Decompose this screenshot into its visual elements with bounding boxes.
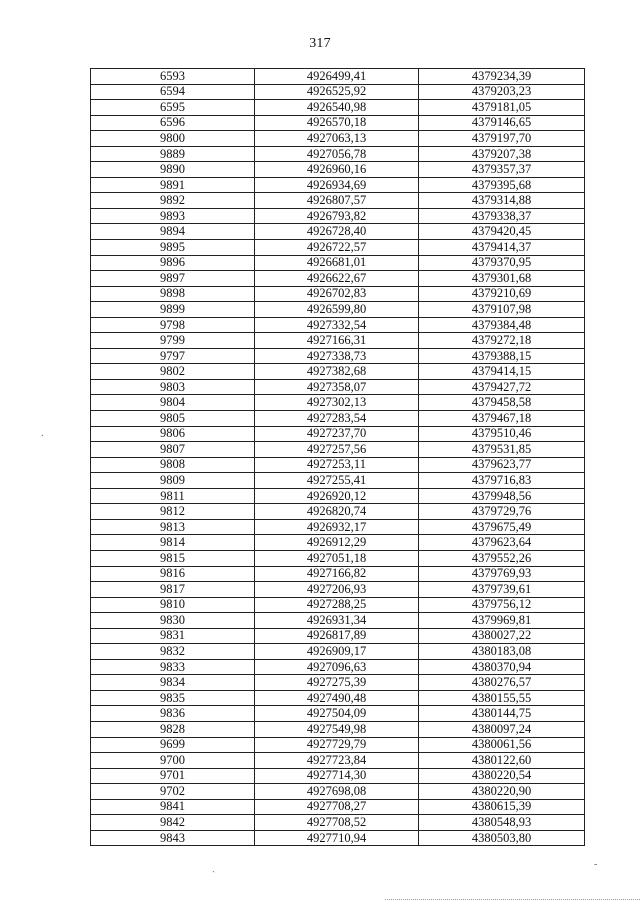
point-number-cell: 9701 bbox=[91, 768, 255, 784]
table-row bbox=[91, 115, 585, 131]
table-row bbox=[91, 535, 585, 551]
table-row bbox=[91, 442, 585, 458]
table-row bbox=[91, 255, 585, 271]
point-number-cell: 9892 bbox=[91, 193, 255, 209]
table-row bbox=[91, 519, 585, 535]
footer-dotted-line bbox=[385, 899, 640, 900]
y-coordinate-cell: 4379510,46 bbox=[419, 426, 585, 442]
y-coordinate-cell: 4379207,38 bbox=[419, 146, 585, 162]
x-coordinate-cell: 4927382,68 bbox=[255, 364, 419, 380]
x-coordinate-cell: 4926931,34 bbox=[255, 613, 419, 629]
table-row bbox=[91, 597, 585, 613]
point-number-cell: 9817 bbox=[91, 582, 255, 598]
x-coordinate-cell: 4927257,56 bbox=[255, 442, 419, 458]
table-row bbox=[91, 333, 585, 349]
point-number-cell: 9813 bbox=[91, 519, 255, 535]
y-coordinate-cell: 4379338,37 bbox=[419, 208, 585, 224]
point-number-cell: 9891 bbox=[91, 177, 255, 193]
y-coordinate-cell: 4379107,98 bbox=[419, 302, 585, 318]
point-number-cell: 9893 bbox=[91, 208, 255, 224]
point-number-cell: 6593 bbox=[91, 69, 255, 85]
y-coordinate-cell: 4380144,75 bbox=[419, 706, 585, 722]
point-number-cell: 9835 bbox=[91, 690, 255, 706]
x-coordinate-cell: 4927358,07 bbox=[255, 379, 419, 395]
point-number-cell: 9896 bbox=[91, 255, 255, 271]
table-row bbox=[91, 426, 585, 442]
y-coordinate-cell: 4379458,58 bbox=[419, 395, 585, 411]
point-number-cell: 6594 bbox=[91, 84, 255, 100]
y-coordinate-cell: 4380155,55 bbox=[419, 690, 585, 706]
x-coordinate-cell: 4927549,98 bbox=[255, 721, 419, 737]
x-coordinate-cell: 4926622,67 bbox=[255, 271, 419, 287]
table-row bbox=[91, 193, 585, 209]
point-number-cell: 9798 bbox=[91, 317, 255, 333]
coordinates-table-body bbox=[91, 69, 585, 846]
x-coordinate-cell: 4926540,98 bbox=[255, 100, 419, 116]
x-coordinate-cell: 4927710,94 bbox=[255, 830, 419, 846]
point-number-cell: 9810 bbox=[91, 597, 255, 613]
y-coordinate-cell: 4380370,94 bbox=[419, 659, 585, 675]
point-number-cell: 9802 bbox=[91, 364, 255, 380]
y-coordinate-cell: 4380220,54 bbox=[419, 768, 585, 784]
table-row bbox=[91, 146, 585, 162]
table-row bbox=[91, 457, 585, 473]
y-coordinate-cell: 4379467,18 bbox=[419, 411, 585, 427]
point-number-cell: 9808 bbox=[91, 457, 255, 473]
point-number-cell: 9834 bbox=[91, 675, 255, 691]
x-coordinate-cell: 4927096,63 bbox=[255, 659, 419, 675]
table-row bbox=[91, 302, 585, 318]
x-coordinate-cell: 4926912,29 bbox=[255, 535, 419, 551]
x-coordinate-cell: 4927729,79 bbox=[255, 737, 419, 753]
x-coordinate-cell: 4926807,57 bbox=[255, 193, 419, 209]
y-coordinate-cell: 4379420,45 bbox=[419, 224, 585, 240]
y-coordinate-cell: 4379969,81 bbox=[419, 613, 585, 629]
point-number-cell: 9812 bbox=[91, 504, 255, 520]
point-number-cell: 9831 bbox=[91, 628, 255, 644]
y-coordinate-cell: 4379314,88 bbox=[419, 193, 585, 209]
x-coordinate-cell: 4927051,18 bbox=[255, 550, 419, 566]
table-row bbox=[91, 162, 585, 178]
table-row bbox=[91, 100, 585, 116]
x-coordinate-cell: 4926817,89 bbox=[255, 628, 419, 644]
point-number-cell: 9898 bbox=[91, 286, 255, 302]
table-row bbox=[91, 690, 585, 706]
x-coordinate-cell: 4927166,82 bbox=[255, 566, 419, 582]
point-number-cell: 6596 bbox=[91, 115, 255, 131]
table-row bbox=[91, 550, 585, 566]
y-coordinate-cell: 4379301,68 bbox=[419, 271, 585, 287]
x-coordinate-cell: 4927237,70 bbox=[255, 426, 419, 442]
table-row bbox=[91, 364, 585, 380]
y-coordinate-cell: 4379675,49 bbox=[419, 519, 585, 535]
x-coordinate-cell: 4926920,12 bbox=[255, 488, 419, 504]
table-row bbox=[91, 286, 585, 302]
y-coordinate-cell: 4379197,70 bbox=[419, 131, 585, 147]
table-row bbox=[91, 271, 585, 287]
point-number-cell: 9811 bbox=[91, 488, 255, 504]
x-coordinate-cell: 4926793,82 bbox=[255, 208, 419, 224]
y-coordinate-cell: 4379716,83 bbox=[419, 473, 585, 489]
y-coordinate-cell: 4379234,39 bbox=[419, 69, 585, 85]
table-row bbox=[91, 628, 585, 644]
table-row bbox=[91, 131, 585, 147]
y-coordinate-cell: 4379357,37 bbox=[419, 162, 585, 178]
x-coordinate-cell: 4926499,41 bbox=[255, 69, 419, 85]
point-number-cell: 9897 bbox=[91, 271, 255, 287]
x-coordinate-cell: 4927056,78 bbox=[255, 146, 419, 162]
y-coordinate-cell: 4379739,61 bbox=[419, 582, 585, 598]
x-coordinate-cell: 4927302,13 bbox=[255, 395, 419, 411]
x-coordinate-cell: 4927708,52 bbox=[255, 815, 419, 831]
x-coordinate-cell: 4926570,18 bbox=[255, 115, 419, 131]
table-row bbox=[91, 675, 585, 691]
x-coordinate-cell: 4926681,01 bbox=[255, 255, 419, 271]
table-row bbox=[91, 504, 585, 520]
table-row bbox=[91, 411, 585, 427]
page-number: 317 bbox=[309, 36, 331, 51]
table-row bbox=[91, 737, 585, 753]
point-number-cell: 9843 bbox=[91, 830, 255, 846]
point-number-cell: 9700 bbox=[91, 753, 255, 769]
x-coordinate-cell: 4927255,41 bbox=[255, 473, 419, 489]
table-row bbox=[91, 317, 585, 333]
point-number-cell: 9836 bbox=[91, 706, 255, 722]
table-row bbox=[91, 84, 585, 100]
y-coordinate-cell: 4379181,05 bbox=[419, 100, 585, 116]
table-row bbox=[91, 830, 585, 846]
y-coordinate-cell: 4380183,08 bbox=[419, 644, 585, 660]
x-coordinate-cell: 4926702,83 bbox=[255, 286, 419, 302]
y-coordinate-cell: 4379272,18 bbox=[419, 333, 585, 349]
point-number-cell: 9805 bbox=[91, 411, 255, 427]
y-coordinate-cell: 4379552,26 bbox=[419, 550, 585, 566]
x-coordinate-cell: 4927708,27 bbox=[255, 799, 419, 815]
table-row bbox=[91, 815, 585, 831]
table-row bbox=[91, 379, 585, 395]
y-coordinate-cell: 4379756,12 bbox=[419, 597, 585, 613]
point-number-cell: 9889 bbox=[91, 146, 255, 162]
table-row bbox=[91, 768, 585, 784]
y-coordinate-cell: 4379210,69 bbox=[419, 286, 585, 302]
point-number-cell: 9832 bbox=[91, 644, 255, 660]
table-row bbox=[91, 224, 585, 240]
table-row bbox=[91, 69, 585, 85]
table-row bbox=[91, 566, 585, 582]
point-number-cell: 9797 bbox=[91, 348, 255, 364]
y-coordinate-cell: 4379623,64 bbox=[419, 535, 585, 551]
point-number-cell: 9841 bbox=[91, 799, 255, 815]
point-number-cell: 9830 bbox=[91, 613, 255, 629]
point-number-cell: 9890 bbox=[91, 162, 255, 178]
y-coordinate-cell: 4380503,80 bbox=[419, 830, 585, 846]
y-coordinate-cell: 4379146,65 bbox=[419, 115, 585, 131]
table-row bbox=[91, 613, 585, 629]
y-coordinate-cell: 4379395,68 bbox=[419, 177, 585, 193]
x-coordinate-cell: 4927283,54 bbox=[255, 411, 419, 427]
point-number-cell: 9895 bbox=[91, 240, 255, 256]
x-coordinate-cell: 4927206,93 bbox=[255, 582, 419, 598]
point-number-cell: 9699 bbox=[91, 737, 255, 753]
y-coordinate-cell: 4379729,76 bbox=[419, 504, 585, 520]
point-number-cell: 9842 bbox=[91, 815, 255, 831]
y-coordinate-cell: 4379948,56 bbox=[419, 488, 585, 504]
point-number-cell: 9806 bbox=[91, 426, 255, 442]
x-coordinate-cell: 4926909,17 bbox=[255, 644, 419, 660]
x-coordinate-cell: 4927332,54 bbox=[255, 317, 419, 333]
y-coordinate-cell: 4379414,37 bbox=[419, 240, 585, 256]
x-coordinate-cell: 4927063,13 bbox=[255, 131, 419, 147]
y-coordinate-cell: 4380061,56 bbox=[419, 737, 585, 753]
point-number-cell: 9828 bbox=[91, 721, 255, 737]
table-row bbox=[91, 659, 585, 675]
table-row bbox=[91, 582, 585, 598]
point-number-cell: 9816 bbox=[91, 566, 255, 582]
table-row bbox=[91, 721, 585, 737]
y-coordinate-cell: 4379769,93 bbox=[419, 566, 585, 582]
y-coordinate-cell: 4380027,22 bbox=[419, 628, 585, 644]
table-row bbox=[91, 753, 585, 769]
y-coordinate-cell: 4379414,15 bbox=[419, 364, 585, 380]
y-coordinate-cell: 4380122,60 bbox=[419, 753, 585, 769]
y-coordinate-cell: 4379203,23 bbox=[419, 84, 585, 100]
coordinates-table bbox=[90, 68, 585, 846]
scan-mark-right: - bbox=[594, 859, 598, 870]
point-number-cell: 9815 bbox=[91, 550, 255, 566]
y-coordinate-cell: 4380548,93 bbox=[419, 815, 585, 831]
x-coordinate-cell: 4926722,57 bbox=[255, 240, 419, 256]
point-number-cell: 9807 bbox=[91, 442, 255, 458]
point-number-cell: 9799 bbox=[91, 333, 255, 349]
table-row bbox=[91, 706, 585, 722]
x-coordinate-cell: 4927166,31 bbox=[255, 333, 419, 349]
y-coordinate-cell: 4379623,77 bbox=[419, 457, 585, 473]
x-coordinate-cell: 4926934,69 bbox=[255, 177, 419, 193]
y-coordinate-cell: 4380220,90 bbox=[419, 784, 585, 800]
point-number-cell: 9833 bbox=[91, 659, 255, 675]
table-row bbox=[91, 784, 585, 800]
x-coordinate-cell: 4927504,09 bbox=[255, 706, 419, 722]
table-row bbox=[91, 488, 585, 504]
point-number-cell: 9803 bbox=[91, 379, 255, 395]
x-coordinate-cell: 4927723,84 bbox=[255, 753, 419, 769]
x-coordinate-cell: 4927275,39 bbox=[255, 675, 419, 691]
scan-mark-bottom: ˎ bbox=[212, 862, 216, 873]
x-coordinate-cell: 4926932,17 bbox=[255, 519, 419, 535]
table-row bbox=[91, 240, 585, 256]
x-coordinate-cell: 4927698,08 bbox=[255, 784, 419, 800]
point-number-cell: 6595 bbox=[91, 100, 255, 116]
x-coordinate-cell: 4927714,30 bbox=[255, 768, 419, 784]
table-row bbox=[91, 473, 585, 489]
table-row bbox=[91, 208, 585, 224]
table-row bbox=[91, 395, 585, 411]
y-coordinate-cell: 4379384,48 bbox=[419, 317, 585, 333]
x-coordinate-cell: 4926599,80 bbox=[255, 302, 419, 318]
x-coordinate-cell: 4926960,16 bbox=[255, 162, 419, 178]
point-number-cell: 9894 bbox=[91, 224, 255, 240]
y-coordinate-cell: 4379370,95 bbox=[419, 255, 585, 271]
table-row bbox=[91, 799, 585, 815]
table-row bbox=[91, 177, 585, 193]
y-coordinate-cell: 4379427,72 bbox=[419, 379, 585, 395]
table-row bbox=[91, 644, 585, 660]
x-coordinate-cell: 4927253,11 bbox=[255, 457, 419, 473]
point-number-cell: 9702 bbox=[91, 784, 255, 800]
x-coordinate-cell: 4927490,48 bbox=[255, 690, 419, 706]
table-row bbox=[91, 348, 585, 364]
point-number-cell: 9814 bbox=[91, 535, 255, 551]
x-coordinate-cell: 4926820,74 bbox=[255, 504, 419, 520]
y-coordinate-cell: 4379531,85 bbox=[419, 442, 585, 458]
point-number-cell: 9809 bbox=[91, 473, 255, 489]
y-coordinate-cell: 4380615,39 bbox=[419, 799, 585, 815]
x-coordinate-cell: 4926525,92 bbox=[255, 84, 419, 100]
point-number-cell: 9800 bbox=[91, 131, 255, 147]
scan-mark-left: . bbox=[41, 428, 44, 439]
y-coordinate-cell: 4379388,15 bbox=[419, 348, 585, 364]
y-coordinate-cell: 4380276,57 bbox=[419, 675, 585, 691]
x-coordinate-cell: 4927338,73 bbox=[255, 348, 419, 364]
point-number-cell: 9804 bbox=[91, 395, 255, 411]
y-coordinate-cell: 4380097,24 bbox=[419, 721, 585, 737]
x-coordinate-cell: 4927288,25 bbox=[255, 597, 419, 613]
x-coordinate-cell: 4926728,40 bbox=[255, 224, 419, 240]
point-number-cell: 9899 bbox=[91, 302, 255, 318]
